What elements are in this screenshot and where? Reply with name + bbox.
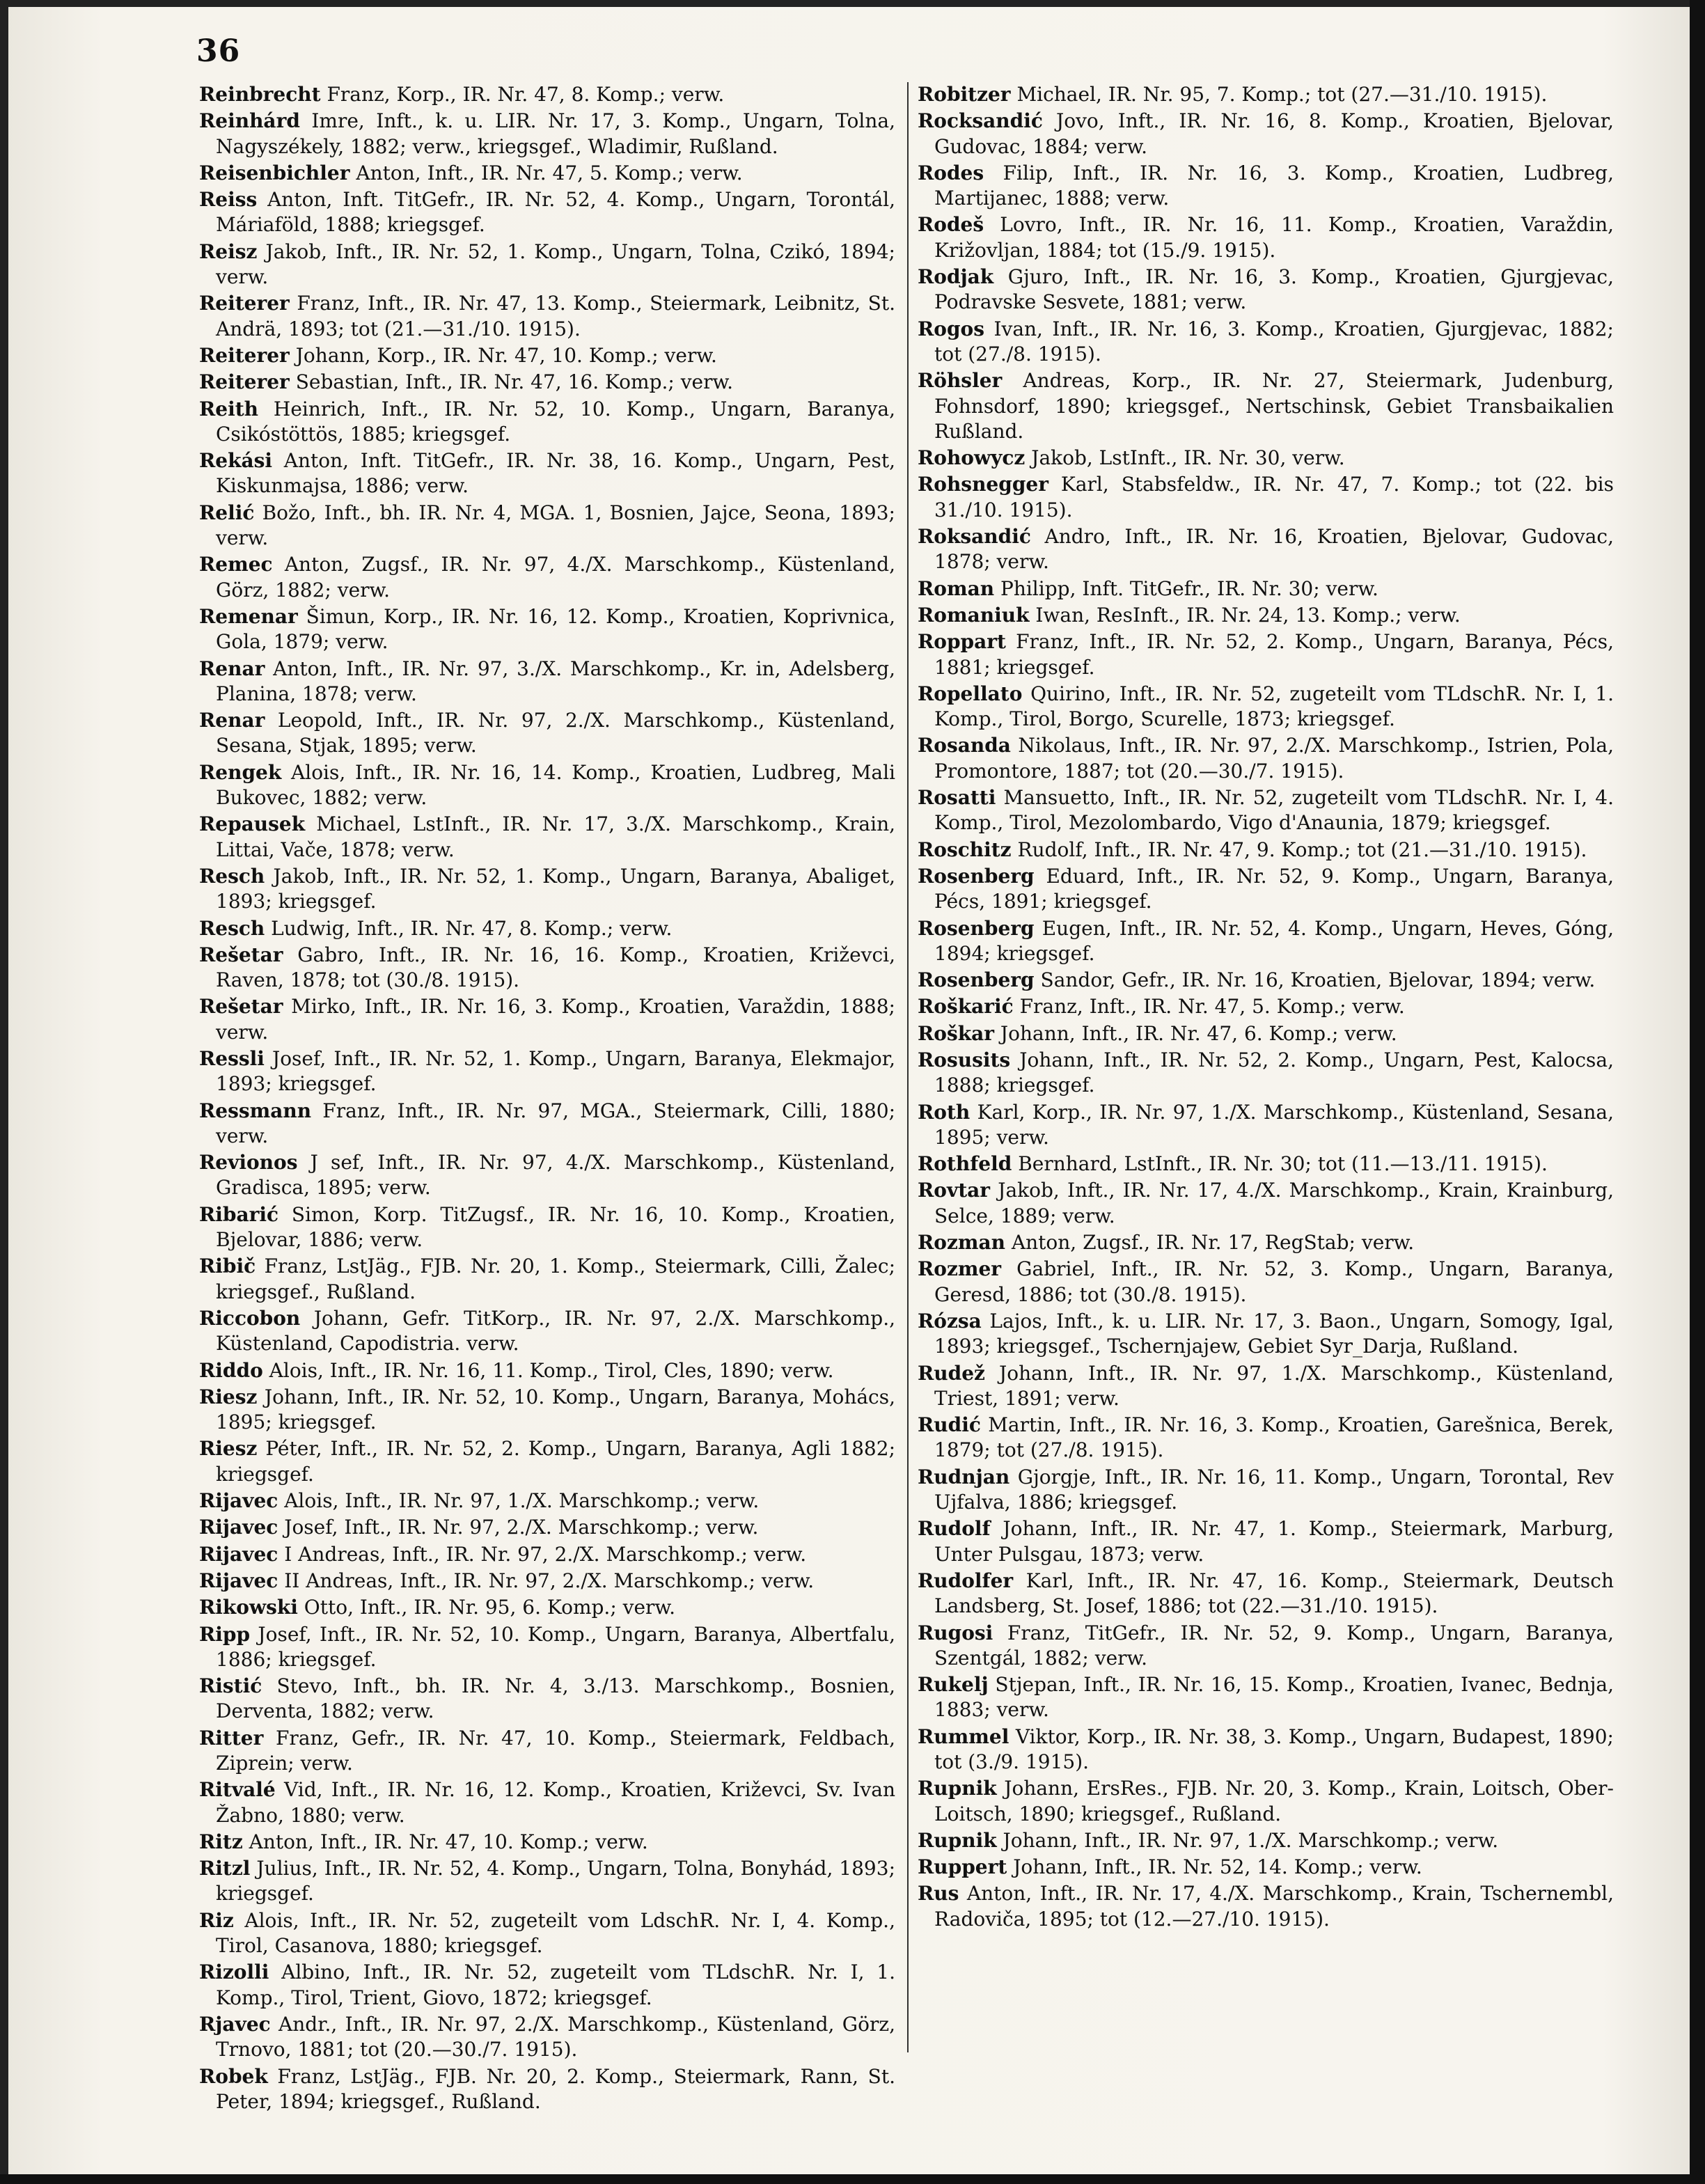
entry-details: Iwan, ResInft., IR. Nr. 24, 13. Komp.; verw. xyxy=(1029,603,1461,627)
entry-details: Josef, Inft., IR. Nr. 52, 10. Komp., Ungarn, Baranya, Albertfalu, 1886; kriegsgef. xyxy=(216,1622,895,1671)
list-entry xyxy=(199,1908,895,1959)
entry-surname: Rudnjan xyxy=(918,1465,1010,1488)
list-entry xyxy=(918,1100,1614,1151)
entry-surname: Rogos xyxy=(918,317,984,340)
list-entry xyxy=(199,604,895,655)
entry-surname: Ritter xyxy=(199,1726,264,1750)
list-entry xyxy=(918,1413,1614,1463)
entry-details: Johann, Inft., IR. Nr. 52, 10. Komp., Ungarn, Baranya, Mohács, 1895; kriegsgef. xyxy=(216,1385,895,1434)
list-entry xyxy=(918,265,1614,315)
entry-surname: Renar xyxy=(199,709,265,732)
list-entry xyxy=(199,1046,895,1097)
entry-details: Otto, Inft., IR. Nr. 95, 6. Komp.; verw. xyxy=(297,1596,675,1619)
list-entry xyxy=(199,448,895,499)
entry-surname: Reisz xyxy=(199,239,258,263)
list-entry xyxy=(199,1856,895,1907)
entry-details: Jakob, Inft., IR. Nr. 52, 1. Komp., Ungarn, Baranya, Abaliget, 1893; kriegsgef. xyxy=(216,864,895,913)
list-entry xyxy=(918,212,1614,263)
entry-surname: Rudić xyxy=(918,1413,981,1437)
list-entry xyxy=(199,1674,895,1725)
entry-details: Šimun, Korp., IR. Nr. 16, 12. Komp., Kroatien, Koprivnica, Gola, 1879; verw. xyxy=(216,604,895,654)
entry-surname: Rosanda xyxy=(918,734,1011,757)
list-entry xyxy=(918,1257,1614,1307)
list-entry xyxy=(199,1542,895,1567)
entry-surname: Rozman xyxy=(918,1231,1005,1255)
list-entry xyxy=(199,1960,895,2011)
entry-surname: Rosenberg xyxy=(918,864,1035,888)
list-entry xyxy=(199,864,895,915)
list-entry xyxy=(918,733,1614,784)
entry-surname: Repausek xyxy=(199,812,306,836)
entry-details: Philipp, Inft. TitGefr., IR. Nr. 30; verw. xyxy=(994,576,1378,600)
entry-details: Alois, Inft., IR. Nr. 16, 11. Komp., Tirol, Cles, 1890; verw. xyxy=(262,1358,834,1382)
list-entry xyxy=(199,187,895,238)
entry-details: Eugen, Inft., IR. Nr. 52, 4. Komp., Ungarn, Heves, Góng, 1894; kriegsgef. xyxy=(934,916,1614,965)
entry-details: Jovo, Inft., IR. Nr. 16, 8. Komp., Kroatien, Bjelovar, Gudovac, 1884; verw. xyxy=(934,109,1614,158)
entry-surname: Ribarić xyxy=(199,1202,279,1226)
entry-surname: Rothfeld xyxy=(918,1152,1012,1176)
entry-surname: Rijavec xyxy=(199,1542,278,1566)
entry-details: Viktor, Korp., IR. Nr. 38, 3. Komp., Ungarn, Budapest, 1890; tot (3./9. 1915). xyxy=(934,1725,1614,1773)
entry-surname: Ristić xyxy=(199,1674,262,1698)
entry-surname: Rengek xyxy=(199,760,282,784)
list-entry xyxy=(199,708,895,759)
entry-details: Albino, Inft., IR. Nr. 52, zugeteilt vom TLdschR. Nr. I, 1. Komp., Tirol, Trient, Giovo, 1872; kriegsgef. xyxy=(216,1961,895,2009)
entry-details: Franz, Inft., IR. Nr. 97, MGA., Steiermark, Cilli, 1880; verw. xyxy=(216,1099,895,1147)
entry-details: Ivan, Inft., IR. Nr. 16, 3. Komp., Kroatien, Gjurgjevac, 1882; tot (27./8. 1915). xyxy=(934,317,1614,366)
scan-border-bottom xyxy=(0,2174,1705,2184)
entry-surname: Roškar xyxy=(918,1021,995,1045)
right-column xyxy=(918,82,1614,1933)
entry-surname: Rjavec xyxy=(199,2012,271,2036)
list-entry xyxy=(199,1099,895,1149)
entry-surname: Ritz xyxy=(199,1830,243,1853)
entry-details: Andro, Inft., IR. Nr. 16, Kroatien, Bjelovar, Gudovac, 1878; verw. xyxy=(934,525,1614,574)
entry-details: Anton, Inft., IR. Nr. 17, 4./X. Marschkomp., Krain, Tschernembl, Radoviča, 1895; tot (12.—27./10. 1915). xyxy=(934,1882,1614,1931)
entry-surname: Rocksandić xyxy=(918,109,1043,133)
entry-details: Péter, Inft., IR. Nr. 52, 2. Komp., Ungarn, Baranya, Agli 1882; kriegsgef. xyxy=(216,1437,895,1486)
entry-details: Karl, Inft., IR. Nr. 47, 16. Komp., Steiermark, Deutsch Landsberg, St. Josef, 1886; tot (22.—31./10. 1915). xyxy=(934,1569,1614,1618)
entry-details: Nikolaus, Inft., IR. Nr. 97, 2./X. Marschkomp., Istrien, Pola, Promontore, 1887; tot (20.—30./7. 1915). xyxy=(934,734,1614,783)
list-entry xyxy=(199,1488,895,1514)
scan-border-right xyxy=(1690,0,1705,2184)
entry-details: Franz, Inft., IR. Nr. 52, 2. Komp., Ungarn, Baranya, Pécs, 1881; kriegsgef. xyxy=(934,630,1614,679)
entry-surname: Rudež xyxy=(918,1361,985,1385)
entry-surname: Riccobon xyxy=(199,1306,301,1330)
entry-details: Alois, Inft., IR. Nr. 97, 1./X. Marschkomp.; verw. xyxy=(278,1489,760,1513)
entry-details: Johann, Korp., IR. Nr. 47, 10. Komp.; verw. xyxy=(289,343,717,367)
entry-details: I Andreas, Inft., IR. Nr. 97, 2./X. Marschkomp.; verw. xyxy=(278,1542,807,1566)
list-entry xyxy=(199,1436,895,1487)
entry-details: Alois, Inft., IR. Nr. 16, 14. Komp., Kroatien, Ludbreg, Mali Bukovec, 1882; verw. xyxy=(216,760,895,810)
entry-surname: Roppart xyxy=(918,630,1006,654)
entry-details: Michael, LstInft., IR. Nr. 17, 3./X. Marschkomp., Krain, Littai, Vače, 1878; verw. xyxy=(216,812,895,861)
entry-details: Franz, LstJäg., FJB. Nr. 20, 1. Komp., Steiermark, Cilli, Žalec; kriegsgef., Rußland. xyxy=(216,1255,895,1303)
entry-surname: Ritzl xyxy=(199,1857,251,1880)
entry-details: Franz, Korp., IR. Nr. 47, 8. Komp.; verw. xyxy=(320,83,725,106)
entry-details: Heinrich, Inft., IR. Nr. 52, 10. Komp., Ungarn, Baranya, Csikóstöttös, 1885; kriegsgef. xyxy=(216,397,895,446)
entry-details: Eduard, Inft., IR. Nr. 52, 9. Komp., Ungarn, Baranya, Pécs, 1891; kriegsgef. xyxy=(934,864,1614,913)
entry-details: Lajos, Inft., k. u. LIR. Nr. 17, 3. Baon., Ungarn, Somogy, Igal, 1893; kriegsgef., Tschernjajew, Gebiet Syr_Darja, Rußland. xyxy=(934,1309,1614,1358)
entry-surname: Rupnik xyxy=(918,1777,997,1800)
list-entry xyxy=(918,1516,1614,1567)
entry-surname: Robitzer xyxy=(918,83,1011,106)
list-entry xyxy=(918,446,1614,471)
entry-details: Simon, Korp. TitZugsf., IR. Nr. 16, 10. Komp., Kroatien, Bjelovar, 1886; verw. xyxy=(216,1202,895,1252)
scan-border-top xyxy=(0,0,1705,7)
list-entry xyxy=(199,1726,895,1777)
entry-details: Leopold, Inft., IR. Nr. 97, 2./X. Marschkomp., Küstenland, Sesana, Stjak, 1895; verw. xyxy=(216,709,895,757)
entry-details: Josef, Inft., IR. Nr. 97, 2./X. Marschkomp.; verw. xyxy=(278,1516,759,1539)
entry-details: Anton, Inft. TitGefr., IR. Nr. 52, 4. Komp., Ungarn, Torontál, Máriaföld, 1888; kriegsgef. xyxy=(216,188,895,237)
entry-surname: Roth xyxy=(918,1100,971,1124)
entry-details: Josef, Inft., IR. Nr. 52, 1. Komp., Ungarn, Baranya, Elekmajor, 1893; kriegsgef. xyxy=(216,1046,895,1096)
entry-details: Johann, Gefr. TitKorp., IR. Nr. 97, 2./X. Marschkomp., Küstenland, Capodistria. verw. xyxy=(216,1306,895,1356)
left-column xyxy=(199,82,895,2116)
list-entry xyxy=(918,161,1614,212)
entry-details: Franz, TitGefr., IR. Nr. 52, 9. Komp., Ungarn, Baranya, Szentgál, 1882; verw. xyxy=(934,1621,1614,1670)
list-entry xyxy=(199,109,895,159)
entry-surname: Riesz xyxy=(199,1385,258,1408)
list-entry xyxy=(199,2064,895,2115)
entry-details: Johann, Inft., IR. Nr. 52, 2. Komp., Ungarn, Pest, Kalocsa, 1888; kriegsgef. xyxy=(934,1048,1614,1097)
list-entry xyxy=(199,2012,895,2063)
list-entry xyxy=(918,1048,1614,1099)
list-entry xyxy=(199,1515,895,1540)
entry-surname: Riz xyxy=(199,1908,234,1932)
entry-details: Franz, Inft., IR. Nr. 47, 5. Komp.; verw. xyxy=(1013,995,1405,1019)
list-entry xyxy=(918,1621,1614,1672)
list-entry xyxy=(918,603,1614,628)
entry-surname: Rukelj xyxy=(918,1673,989,1697)
list-entry xyxy=(918,1725,1614,1775)
entry-details: Andreas, Korp., IR. Nr. 27, Steiermark, Judenburg, Fohnsdorf, 1890; kriegsgef., Nertschinsk, Gebiet Transbaikalien Rußland. xyxy=(934,369,1614,443)
list-entry xyxy=(918,1309,1614,1360)
entry-details: Bernhard, LstInft., IR. Nr. 30; tot (11.—13./11. 1915). xyxy=(1012,1152,1548,1176)
entry-surname: Remec xyxy=(199,553,273,576)
list-entry xyxy=(918,864,1614,915)
entry-surname: Reinhárd xyxy=(199,109,300,133)
list-entry xyxy=(918,838,1614,863)
entry-details: Franz, Gefr., IR. Nr. 47, 10. Komp., Steiermark, Feldbach, Ziprein; verw. xyxy=(216,1726,895,1775)
entry-details: Anton, Inft., IR. Nr. 47, 10. Komp.; verw. xyxy=(242,1830,648,1853)
list-entry xyxy=(918,1465,1614,1516)
entry-surname: Röhsler xyxy=(918,369,1003,393)
list-entry xyxy=(918,524,1614,575)
list-entry xyxy=(199,657,895,707)
entry-surname: Rešetar xyxy=(199,943,283,966)
entry-details: Johann, Inft., IR. Nr. 97, 1./X. Marschkomp., Küstenland, Triest, 1891; verw. xyxy=(934,1361,1614,1410)
list-entry xyxy=(199,1254,895,1305)
entry-surname: Reiterer xyxy=(199,292,290,315)
entry-surname: Rohsnegger xyxy=(918,473,1048,496)
entry-details: Gjorgje, Inft., IR. Nr. 16, 11. Komp., Ungarn, Torontal, Rev Ujfalva, 1886; kriegsgef. xyxy=(934,1465,1614,1514)
entry-surname: Ritvalé xyxy=(199,1778,276,1802)
entry-surname: Rovtar xyxy=(918,1179,991,1202)
entry-surname: Rugosi xyxy=(918,1621,993,1644)
list-entry xyxy=(199,291,895,342)
entry-surname: Ruppert xyxy=(918,1855,1007,1879)
entry-details: Sandor, Gefr., IR. Nr. 16, Kroatien, Bjelovar, 1894; verw. xyxy=(1034,968,1596,992)
list-entry xyxy=(199,397,895,448)
list-entry xyxy=(918,576,1614,602)
list-entry xyxy=(918,785,1614,836)
entry-details: Stevo, Inft., bh. IR. Nr. 4, 3./13. Marschkomp., Bosnien, Derventa, 1882; verw. xyxy=(216,1674,895,1723)
entry-surname: Rosusits xyxy=(918,1048,1011,1071)
entry-details: Michael, IR. Nr. 95, 7. Komp.; tot (27.—31./10. 1915). xyxy=(1010,83,1548,106)
list-entry xyxy=(918,1569,1614,1619)
entry-surname: Relić xyxy=(199,501,255,524)
entry-surname: Roksandić xyxy=(918,525,1031,549)
list-entry xyxy=(918,1881,1614,1932)
entry-details: Johann, Inft., IR. Nr. 97, 1./X. Marschkomp.; verw. xyxy=(996,1828,1499,1852)
list-entry xyxy=(918,1828,1614,1853)
list-entry xyxy=(199,943,895,993)
entry-surname: Rodes xyxy=(918,161,984,184)
entry-surname: Rozmer xyxy=(918,1257,1002,1281)
list-entry xyxy=(918,968,1614,993)
entry-details: Andr., Inft., IR. Nr. 97, 2./X. Marschkomp., Küstenland, Görz, Trnovo, 1881; tot (20.—30./7. 1915). xyxy=(216,2012,895,2061)
list-entry xyxy=(199,1595,895,1620)
entry-details: Jakob, Inft., IR. Nr. 17, 4./X. Marschkomp., Krain, Krainburg, Selce, 1889; verw. xyxy=(934,1179,1614,1227)
entry-surname: Roman xyxy=(918,576,995,600)
entry-details: Lovro, Inft., IR. Nr. 16, 11. Komp., Kroatien, Varaždin, Križovljan, 1884; tot (15./9. 1915). xyxy=(934,213,1614,262)
list-entry xyxy=(918,1152,1614,1177)
list-entry xyxy=(918,629,1614,680)
entry-surname: Rodeš xyxy=(918,213,984,237)
entry-details: Anton, Inft. TitGefr., IR. Nr. 38, 16. Komp., Ungarn, Pest, Kiskunmajsa, 1886; verw. xyxy=(216,449,895,498)
entry-details: Johann, Inft., IR. Nr. 47, 1. Komp., Steiermark, Marburg, Unter Pulsgau, 1873; verw. xyxy=(934,1517,1614,1566)
entry-details: Jakob, LstInft., IR. Nr. 30, verw. xyxy=(1025,446,1345,470)
list-entry xyxy=(918,82,1614,107)
list-entry xyxy=(918,1230,1614,1255)
list-entry xyxy=(918,109,1614,159)
list-entry xyxy=(199,1150,895,1201)
entry-surname: Reinbrecht xyxy=(199,83,321,106)
entry-surname: Rudolfer xyxy=(918,1569,1014,1592)
list-entry xyxy=(199,239,895,290)
entry-surname: Rizolli xyxy=(199,1961,269,1984)
entry-details: Karl, Stabsfeldw., IR. Nr. 47, 7. Komp.; tot (22. bis 31./10. 1915). xyxy=(934,473,1614,521)
list-entry xyxy=(918,317,1614,368)
entry-details: Stjepan, Inft., IR. Nr. 16, 15. Komp., Kroatien, Ivanec, Bednja, 1883; verw. xyxy=(934,1673,1614,1722)
list-entry xyxy=(918,1178,1614,1229)
entry-details: Anton, Inft., IR. Nr. 47, 5. Komp.; verw. xyxy=(349,161,743,184)
entry-surname: Reiterer xyxy=(199,343,290,367)
list-entry xyxy=(918,1361,1614,1412)
entry-details: Sebastian, Inft., IR. Nr. 47, 16. Komp.; verw. xyxy=(289,370,734,394)
entry-details: Mirko, Inft., IR. Nr. 16, 3. Komp., Kroatien, Varaždin, 1888; verw. xyxy=(216,995,895,1044)
entry-surname: Ribič xyxy=(199,1255,256,1278)
list-entry xyxy=(918,916,1614,967)
entry-surname: Rikowski xyxy=(199,1596,298,1619)
list-entry xyxy=(918,1672,1614,1723)
entry-surname: Rus xyxy=(918,1882,959,1906)
entry-details: Imre, Inft., k. u. LIR. Nr. 17, 3. Komp., Ungarn, Tolna, Nagyszékely, 1882; verw., kriegsgef., Wladimir, Rußland. xyxy=(216,109,895,158)
list-entry xyxy=(199,1358,895,1383)
entry-details: Gabro, Inft., IR. Nr. 16, 16. Komp., Kroatien, Križevci, Raven, 1878; tot (30./8. 1915). xyxy=(216,943,895,992)
entry-details: Anton, Zugsf., IR. Nr. 97, 4./X. Marschkomp., Küstenland, Görz, 1882; verw. xyxy=(216,553,895,602)
entry-surname: Rijavec xyxy=(199,1569,278,1592)
list-entry xyxy=(199,552,895,603)
entry-surname: Romaniuk xyxy=(918,603,1030,627)
entry-surname: Ropellato xyxy=(918,682,1023,705)
entry-surname: Roschitz xyxy=(918,838,1012,861)
entry-surname: Rijavec xyxy=(199,1516,278,1539)
entry-surname: Rekási xyxy=(199,449,273,473)
list-entry xyxy=(199,1385,895,1436)
column-divider xyxy=(907,82,909,2052)
entry-details: Anton, Zugsf., IR. Nr. 17, RegStab; verw. xyxy=(1005,1231,1415,1255)
entry-details: Vid, Inft., IR. Nr. 16, 12. Komp., Kroatien, Križevci, Sv. Ivan Žabno, 1880; verw. xyxy=(216,1778,895,1827)
entry-surname: Ressli xyxy=(199,1046,265,1070)
entry-surname: Rodjak xyxy=(918,265,994,289)
scan-border-left xyxy=(0,0,8,2184)
entry-details: Karl, Korp., IR. Nr. 97, 1./X. Marschkomp., Küstenland, Sesana, 1895; verw. xyxy=(934,1100,1614,1149)
list-entry xyxy=(918,994,1614,1019)
entry-surname: Rosatti xyxy=(918,786,996,810)
list-entry xyxy=(199,161,895,186)
entry-details: Johann, Inft., IR. Nr. 52, 14. Komp.; verw. xyxy=(1007,1855,1422,1879)
entry-details: Ludwig, Inft., IR. Nr. 47, 8. Komp.; verw. xyxy=(265,916,673,940)
list-entry xyxy=(199,1202,895,1253)
entry-details: Anton, Inft., IR. Nr. 97, 3./X. Marschkomp., Kr. in, Adelsberg, Planina, 1878; verw. xyxy=(216,657,895,705)
list-entry xyxy=(199,1306,895,1357)
list-entry xyxy=(199,370,895,395)
entry-surname: Rupnik xyxy=(918,1828,997,1852)
entry-surname: Rudolf xyxy=(918,1517,991,1541)
entry-details: Mansuetto, Inft., IR. Nr. 52, zugeteilt vom TLdschR. Nr. I, 4. Komp., Tirol, Mezolombardo, Vigo d'Anaunia, 1879; kriegsgef. xyxy=(934,786,1614,835)
entry-surname: Riesz xyxy=(199,1437,258,1461)
list-entry xyxy=(199,916,895,941)
entry-details: Alois, Inft., IR. Nr. 52, zugeteilt vom LdschR. Nr. I, 4. Komp., Tirol, Casanova, 1880; kriegsgef. xyxy=(216,1908,895,1958)
entry-surname: Rešetar xyxy=(199,995,283,1019)
list-entry xyxy=(199,1777,895,1828)
entry-details: Jakob, Inft., IR. Nr. 52, 1. Komp., Ungarn, Tolna, Czikó, 1894; verw. xyxy=(216,239,895,289)
list-entry xyxy=(918,472,1614,523)
entry-surname: Roškarić xyxy=(918,995,1014,1019)
entry-surname: Rosenberg xyxy=(918,968,1035,992)
list-entry xyxy=(199,760,895,811)
entry-surname: Robek xyxy=(199,2064,268,2088)
entry-surname: Riddo xyxy=(199,1358,263,1382)
entry-surname: Rosenberg xyxy=(918,916,1035,940)
entry-details: Johann, Inft., IR. Nr. 47, 6. Komp.; verw. xyxy=(994,1021,1397,1045)
entry-surname: Renar xyxy=(199,657,265,680)
list-entry xyxy=(918,682,1614,732)
list-entry xyxy=(918,368,1614,444)
list-entry xyxy=(199,812,895,863)
entry-surname: Rijavec xyxy=(199,1489,278,1513)
entry-details: Quirino, Inft., IR. Nr. 52, zugeteilt vom TLdschR. Nr. I, 1. Komp., Tirol, Borgo, Scurelle, 1873; kriegsgef. xyxy=(934,682,1614,731)
entry-details: Franz, LstJäg., FJB. Nr. 20, 2. Komp., Steiermark, Rann, St. Peter, 1894; kriegsgef., Rußland. xyxy=(216,2064,895,2113)
page-number: 36 xyxy=(196,33,241,69)
entry-surname: Resch xyxy=(199,864,265,888)
list-entry xyxy=(199,501,895,551)
list-entry xyxy=(918,1021,1614,1046)
entry-surname: Reith xyxy=(199,397,259,421)
entry-surname: Ressmann xyxy=(199,1099,312,1122)
entry-details: Gjuro, Inft., IR. Nr. 16, 3. Komp., Kroatien, Gjurgjevac, Podravske Sesvete, 1881; verw. xyxy=(934,265,1614,314)
entry-details: Martin, Inft., IR. Nr. 16, 3. Komp., Kroatien, Garešnica, Berek, 1879; tot (27./8. 1915). xyxy=(934,1413,1614,1462)
entry-surname: Reiss xyxy=(199,188,258,212)
entry-details: Filip, Inft., IR. Nr. 16, 3. Komp., Kroatien, Ludbreg, Martijanec, 1888; verw. xyxy=(934,161,1614,210)
list-entry xyxy=(199,343,895,368)
entry-details: Julius, Inft., IR. Nr. 52, 4. Komp., Ungarn, Tolna, Bonyhád, 1893; kriegsgef. xyxy=(216,1857,895,1906)
list-entry xyxy=(199,994,895,1045)
list-entry xyxy=(199,1830,895,1855)
entry-details: Johann, ErsRes., FJB. Nr. 20, 3. Komp., Krain, Loitsch, Ober-Loitsch, 1890; kriegsgef., Rußland. xyxy=(934,1777,1614,1825)
entry-surname: Revionos xyxy=(199,1151,298,1175)
list-entry xyxy=(918,1776,1614,1827)
entry-details: Božo, Inft., bh. IR. Nr. 4, MGA. 1, Bosnien, Jajce, Seona, 1893; verw. xyxy=(216,501,895,550)
entry-details: Gabriel, Inft., IR. Nr. 52, 3. Komp., Ungarn, Baranya, Geresd, 1886; tot (30./8. 1915). xyxy=(934,1257,1614,1306)
entry-surname: Ripp xyxy=(199,1622,251,1646)
entry-surname: Resch xyxy=(199,916,265,940)
list-entry xyxy=(199,82,895,107)
entry-surname: Reisenbichler xyxy=(199,161,350,184)
entry-details: Rudolf, Inft., IR. Nr. 47, 9. Komp.; tot (21.—31./10. 1915). xyxy=(1011,838,1587,861)
entry-details: Franz, Inft., IR. Nr. 47, 13. Komp., Steiermark, Leibnitz, St. Andrä, 1893; tot (21.—31./10. 1915). xyxy=(216,292,895,340)
entry-surname: Remenar xyxy=(199,604,298,628)
entry-details: J sef, Inft., IR. Nr. 97, 4./X. Marschkomp., Küstenland, Gradisca, 1895; verw. xyxy=(216,1151,895,1200)
list-entry xyxy=(199,1569,895,1594)
entry-surname: Rummel xyxy=(918,1725,1009,1748)
entry-surname: Reiterer xyxy=(199,370,290,394)
entry-surname: Rózsa xyxy=(918,1309,982,1333)
list-entry xyxy=(918,1855,1614,1880)
list-entry xyxy=(199,1622,895,1673)
entry-details: II Andreas, Inft., IR. Nr. 97, 2./X. Marschkomp.; verw. xyxy=(278,1569,815,1592)
entry-surname: Rohowycz xyxy=(918,446,1026,470)
